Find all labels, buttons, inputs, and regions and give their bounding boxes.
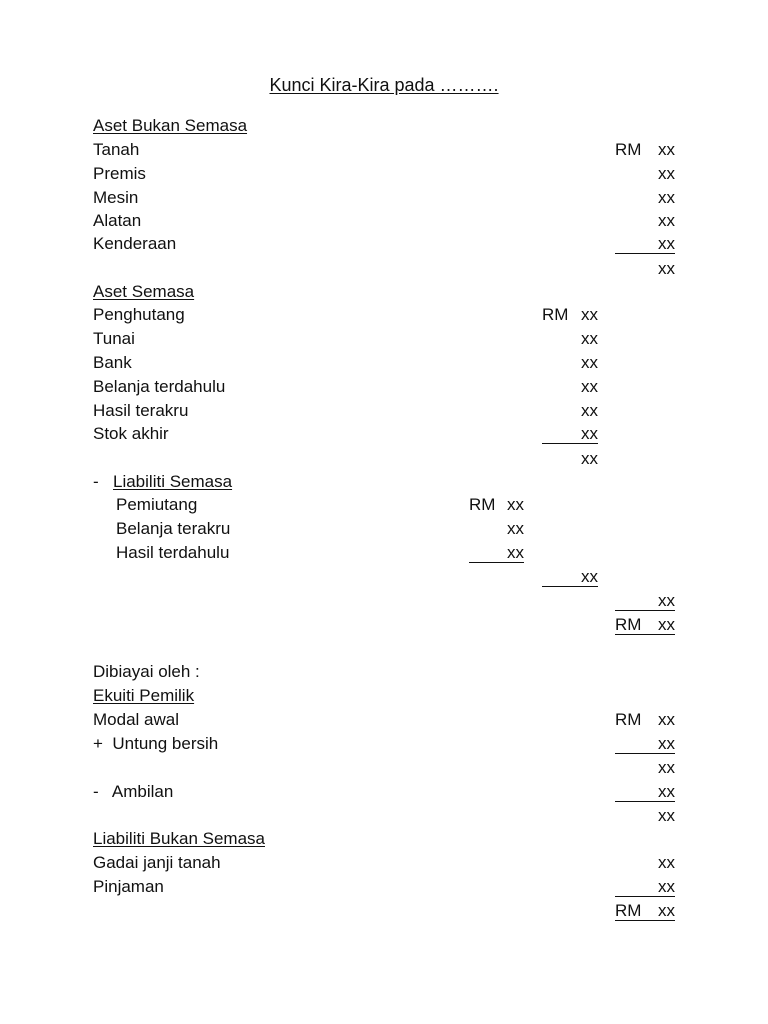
premis-value: xx (658, 164, 675, 183)
modal-awal-label: Modal awal (93, 710, 179, 729)
stok-akhir-value: xx (581, 424, 598, 443)
underline-liabiliti-total (542, 586, 598, 587)
ekuiti-total-value: xx (658, 806, 675, 825)
tanah-rm: RM (615, 140, 642, 159)
jumlah-pembiayaan-rm: RM (615, 901, 642, 920)
underline-jumlah-pembiayaan (615, 920, 675, 921)
modal-kerja-value: xx (658, 591, 675, 610)
modal-awal-value: xx (658, 710, 675, 729)
aset-semasa-heading: Aset Semasa (93, 282, 195, 301)
premis-label: Premis (93, 164, 146, 183)
liabiliti-semasa-heading: Liabiliti Semasa (113, 472, 233, 491)
gadai-janji-tanah-value: xx (658, 853, 675, 872)
tanah-value: xx (658, 140, 675, 159)
untung-bersih-label: + Untung bersih (93, 734, 219, 753)
bank-value: xx (581, 353, 598, 372)
ekuiti-subtotal-value: xx (658, 758, 675, 777)
dibiayai-oleh-label: Dibiayai oleh : (93, 662, 200, 681)
liabiliti-semasa-total: xx (581, 567, 598, 586)
tunai-label: Tunai (93, 329, 135, 348)
underline-stok-akhir (542, 443, 598, 444)
liabiliti-bukan-semasa-heading: Liabiliti Bukan Semasa (93, 829, 265, 848)
belanja-terdahulu-value: xx (581, 377, 598, 396)
kenderaan-value: xx (658, 234, 675, 253)
mesin-label: Mesin (93, 188, 139, 207)
hasil-terdahulu-label: Hasil terdahulu (116, 543, 230, 562)
aset-bukan-semasa-total: xx (658, 259, 675, 278)
underline-hasil-terdahulu (469, 562, 524, 563)
underline-jumlah-aset (615, 634, 675, 635)
aset-bukan-semasa-heading: Aset Bukan Semasa (93, 116, 248, 135)
hasil-terakru-label: Hasil terakru (93, 401, 189, 420)
penghutang-value: xx (581, 305, 598, 324)
belanja-terdahulu-label: Belanja terdahulu (93, 377, 226, 396)
underline-untung-bersih (615, 753, 675, 754)
modal-awal-rm: RM (615, 710, 642, 729)
hasil-terdahulu-value: xx (507, 543, 524, 562)
liabiliti-semasa-prefix: - (93, 472, 99, 491)
gadai-janji-tanah-label: Gadai janji tanah (93, 853, 221, 872)
belanja-terakru-label: Belanja terakru (116, 519, 231, 538)
belanja-terakru-value: xx (507, 519, 524, 538)
jumlah-aset-rm: RM (615, 615, 642, 634)
bank-label: Bank (93, 353, 132, 372)
untung-bersih-value: xx (658, 734, 675, 753)
tunai-value: xx (581, 329, 598, 348)
underline-ambilan (615, 801, 675, 802)
page-title: Kunci Kira-Kira pada ………. (269, 75, 499, 95)
pemiutang-value: xx (507, 495, 524, 514)
penghutang-label: Penghutang (93, 305, 185, 324)
underline-pinjaman (615, 896, 675, 897)
underline-modal-kerja (615, 610, 675, 611)
stok-akhir-label: Stok akhir (93, 424, 169, 443)
alatan-value: xx (658, 211, 675, 230)
ekuiti-pemilik-heading: Ekuiti Pemilik (93, 686, 195, 705)
mesin-value: xx (658, 188, 675, 207)
pinjaman-label: Pinjaman (93, 877, 164, 896)
hasil-terakru-value: xx (581, 401, 598, 420)
alatan-label: Alatan (93, 211, 142, 230)
pemiutang-label: Pemiutang (116, 495, 198, 514)
pemiutang-rm: RM (469, 495, 496, 514)
ambilan-value: xx (658, 782, 675, 801)
jumlah-pembiayaan-value: xx (658, 901, 675, 920)
kenderaan-label: Kenderaan (93, 234, 177, 253)
jumlah-aset-value: xx (658, 615, 675, 634)
underline-kenderaan (615, 253, 675, 254)
tanah-label: Tanah (93, 140, 140, 159)
ambilan-label: - Ambilan (93, 782, 174, 801)
aset-semasa-total: xx (581, 449, 598, 468)
pinjaman-value: xx (658, 877, 675, 896)
penghutang-rm: RM (542, 305, 569, 324)
